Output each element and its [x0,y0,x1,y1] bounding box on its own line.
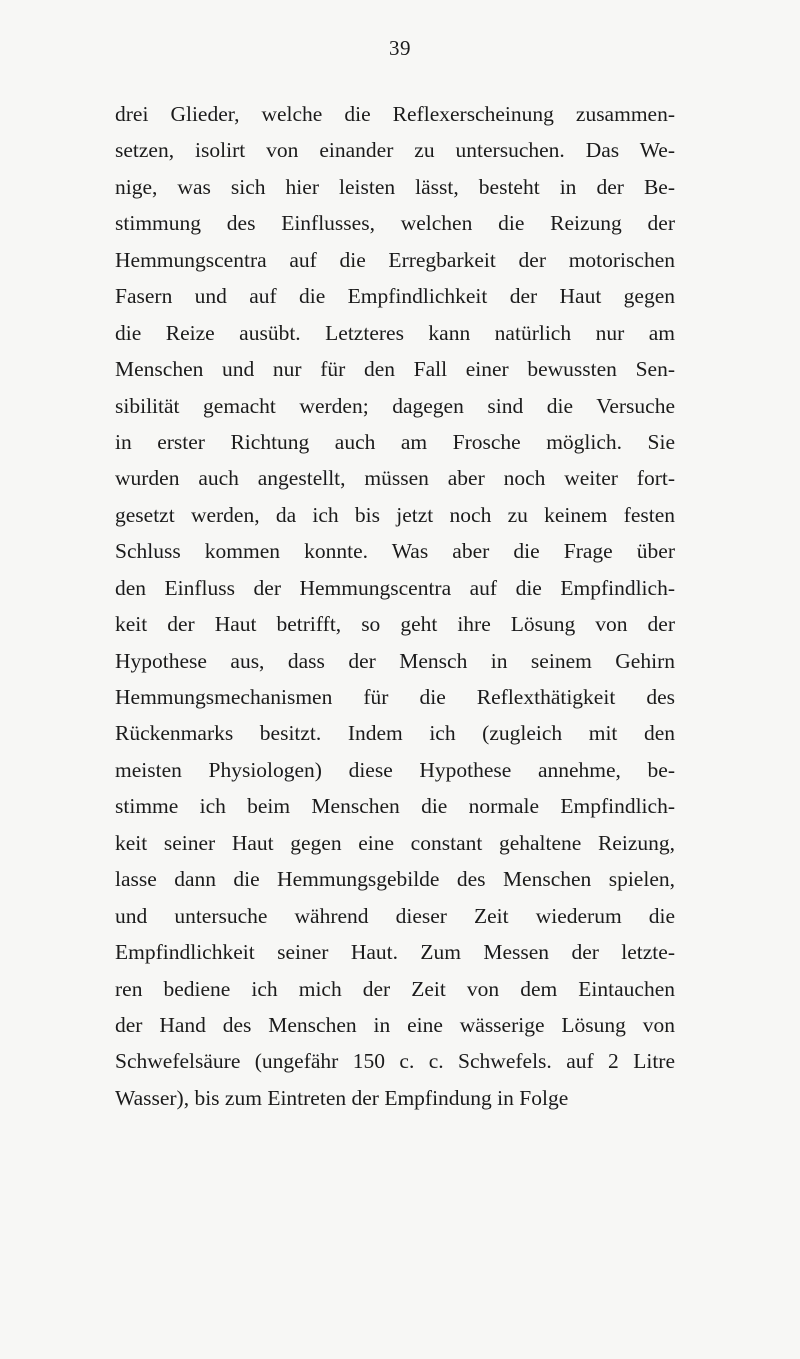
text-line: in erster Richtung auch am Frosche möglich. Sie [115,429,675,454]
text-line: Hemmungsmechanismen für die Reflexthätigkeit des [115,685,675,709]
text-line: meisten Physiologen) diese Hypothese annehme, be- [115,757,675,782]
text-line: gesetzt werden, da ich bis jetzt noch zu keinem festen [115,502,675,527]
text-line: stimmung des Einflusses, welchen die Reizung der [115,211,675,236]
text-line: die Reize ausübt. Letzteres kann natürlich nur am [115,320,675,345]
text-line: Schwefelsäure (ungefähr 150 c. c. Schwefels. auf 2 Litre [115,1049,675,1074]
text-line: drei Glieder, welche die Reflexerscheinung zusammen- [115,102,675,126]
text-line: den Einfluss der Hemmungscentra auf die Empfindlich- [115,575,675,600]
text-line: Schluss kommen konnte. Was aber die Frage über [115,539,675,564]
text-line: Menschen und nur für den Fall einer bewussten Sen- [115,357,675,382]
text-line: der Hand des Menschen in eine wässerige Lösung von [115,1012,675,1037]
text-line: lasse dann die Hemmungsgebilde des Menschen spielen, [115,867,675,892]
text-line: wurden auch angestellt, müssen aber noch weiter fort- [115,466,675,491]
text-line: Empfindlichkeit seiner Haut. Zum Messen der letzte- [115,940,675,965]
text-line: Fasern und auf die Empfindlichkeit der Haut gegen [115,284,675,309]
text-line: und untersuche während dieser Zeit wiederum die [115,903,675,928]
text-line: Hemmungscentra auf die Erregbarkeit der motorischen [115,247,675,272]
body-text [115,96,675,1116]
text-line: Hypothese aus, dass der Mensch in seinem Gehirn [115,648,675,673]
text-line: keit seiner Haut gegen eine constant gehaltene Reizung, [115,830,675,855]
text-line: nige, was sich hier leisten lässt, besteht in der Be- [115,174,675,199]
text-line: Wasser), bis zum Eintreten der Empfindung in Folge [115,1085,569,1110]
text-line: ren bediene ich mich der Zeit von dem Eintauchen [115,976,675,1001]
page-number: 39 [389,36,411,60]
text-line: keit der Haut betrifft, so geht ihre Lösung von der [115,612,675,637]
text-line: sibilität gemacht werden; dagegen sind die Versuche [115,393,675,418]
text-line: setzen, isolirt von einander zu untersuchen. Das We- [115,138,675,163]
text-line: stimme ich beim Menschen die normale Empfindlich- [115,794,675,819]
text-line: Rückenmarks besitzt. Indem ich (zugleich mit den [115,721,675,746]
